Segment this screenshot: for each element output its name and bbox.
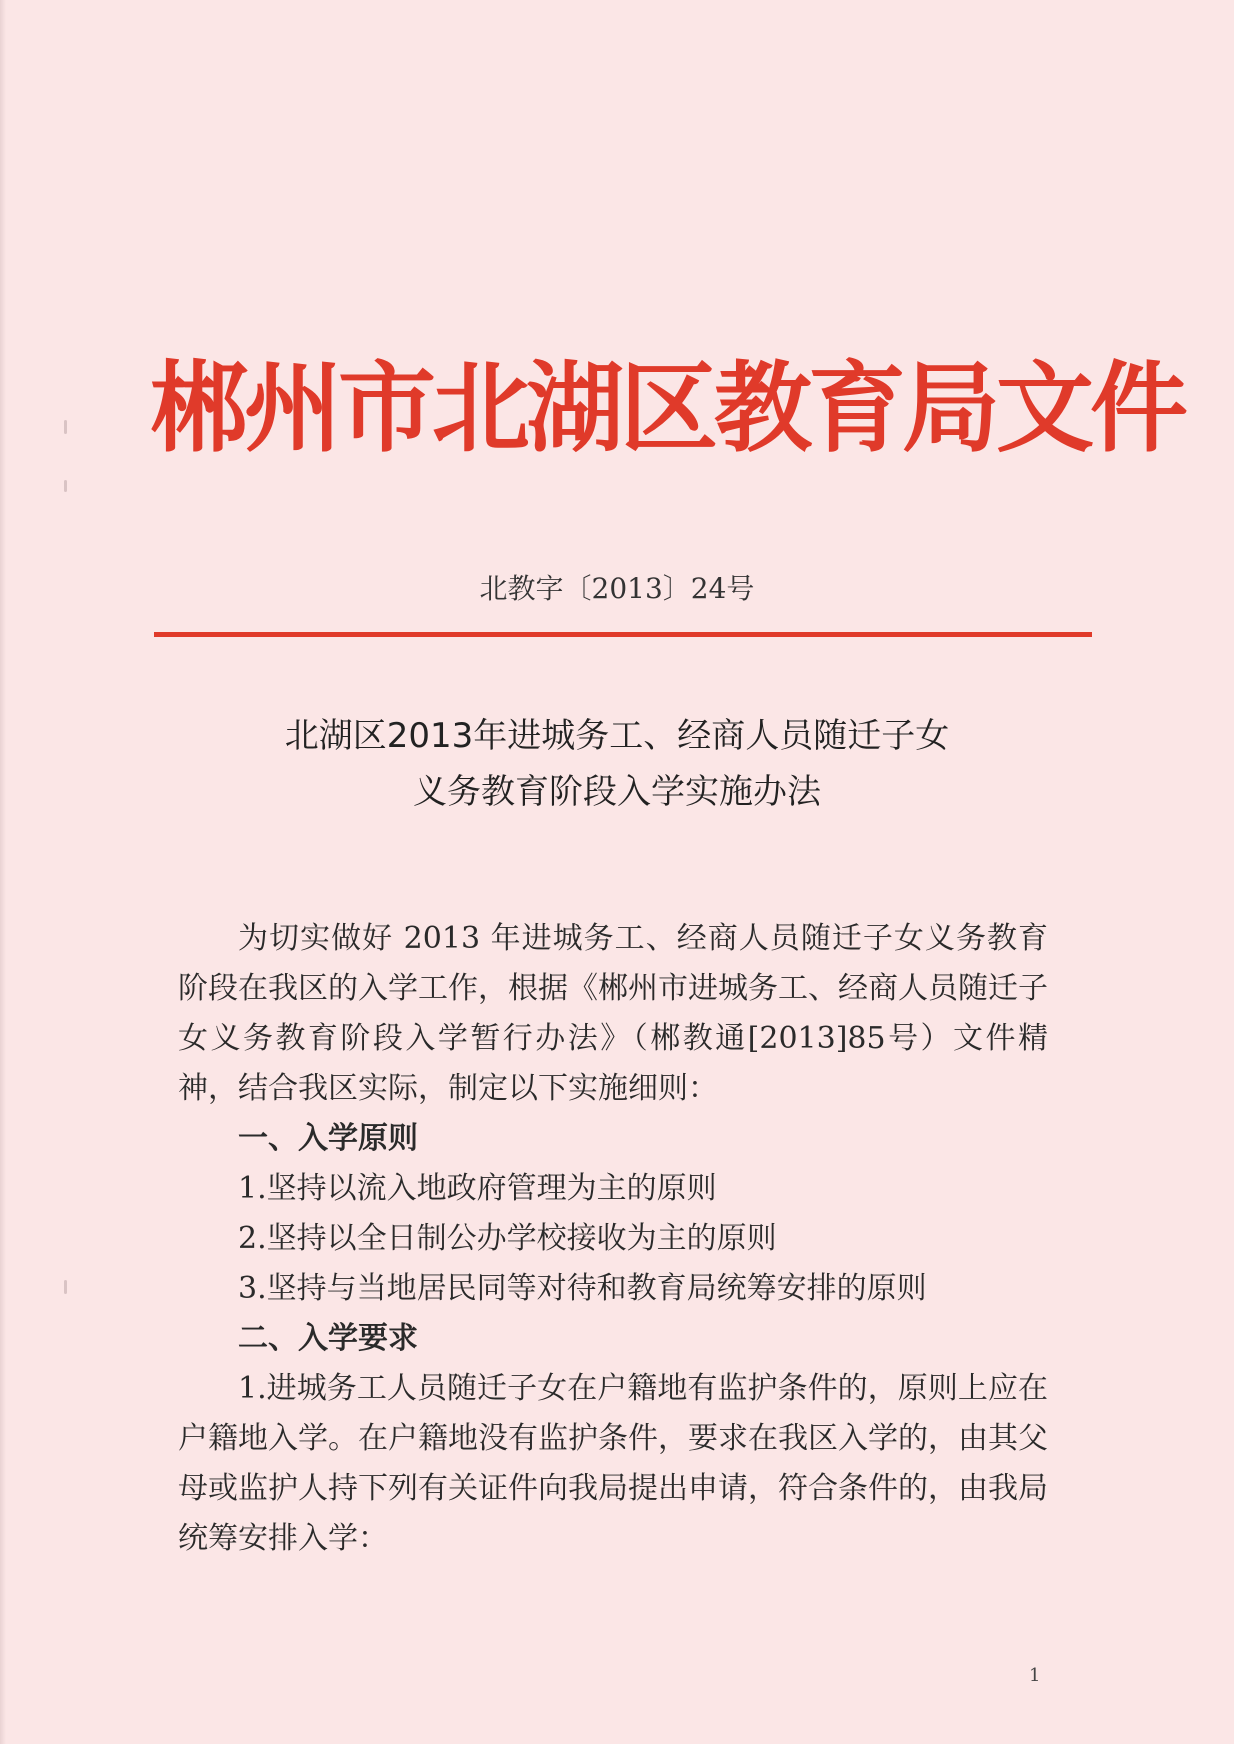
section-heading-principles: 一、入学原则: [238, 1121, 418, 1156]
binding-mark-top: [64, 420, 67, 434]
page-number: 1: [1029, 1665, 1041, 1686]
binding-mark-middle: [64, 480, 67, 492]
binding-mark-lower: [64, 1280, 67, 1294]
principle-item-2: 2.坚持以全日制公办学校接收为主的原则: [238, 1221, 777, 1256]
document-body: [178, 914, 1048, 1564]
requirement-paragraph-1: 1.进城务工人员随迁子女在户籍地有监护条件的，原则上应在户籍地入学。在户籍地没有监护条件，要求在我区入学的，由其父母或监护人持下列有关证件向我局提出申请，符合条件的，由我局统筹安排入学：: [178, 1371, 1048, 1556]
intro-paragraph: 为切实做好 2013 年进城务工、经商人员随迁子女义务教育阶段在我区的入学工作，根据《郴州市进城务工、经商人员随迁子女义务教育阶段入学暂行办法》（郴教通[2013]85号）文件精神，结合我区实际，制定以下实施细则：: [178, 921, 1048, 1106]
issuer-red-header: 郴州市北湖区教育局文件: [150, 352, 1185, 466]
document-title: [0, 708, 1234, 820]
section-heading-requirements: 二、入学要求: [238, 1321, 418, 1356]
principle-item-1: 1.坚持以流入地政府管理为主的原则: [238, 1171, 717, 1206]
document-number: 北教字〔2013〕24号: [479, 572, 755, 605]
title-line-2: 义务教育阶段入学实施办法: [413, 772, 821, 812]
title-line-1: 北湖区2013年进城务工、经商人员随迁子女: [284, 716, 950, 756]
page-edge-shadow: [0, 0, 6, 1744]
principle-item-3: 3.坚持与当地居民同等对待和教育局统筹安排的原则: [238, 1271, 927, 1306]
red-divider-line: [154, 632, 1092, 637]
